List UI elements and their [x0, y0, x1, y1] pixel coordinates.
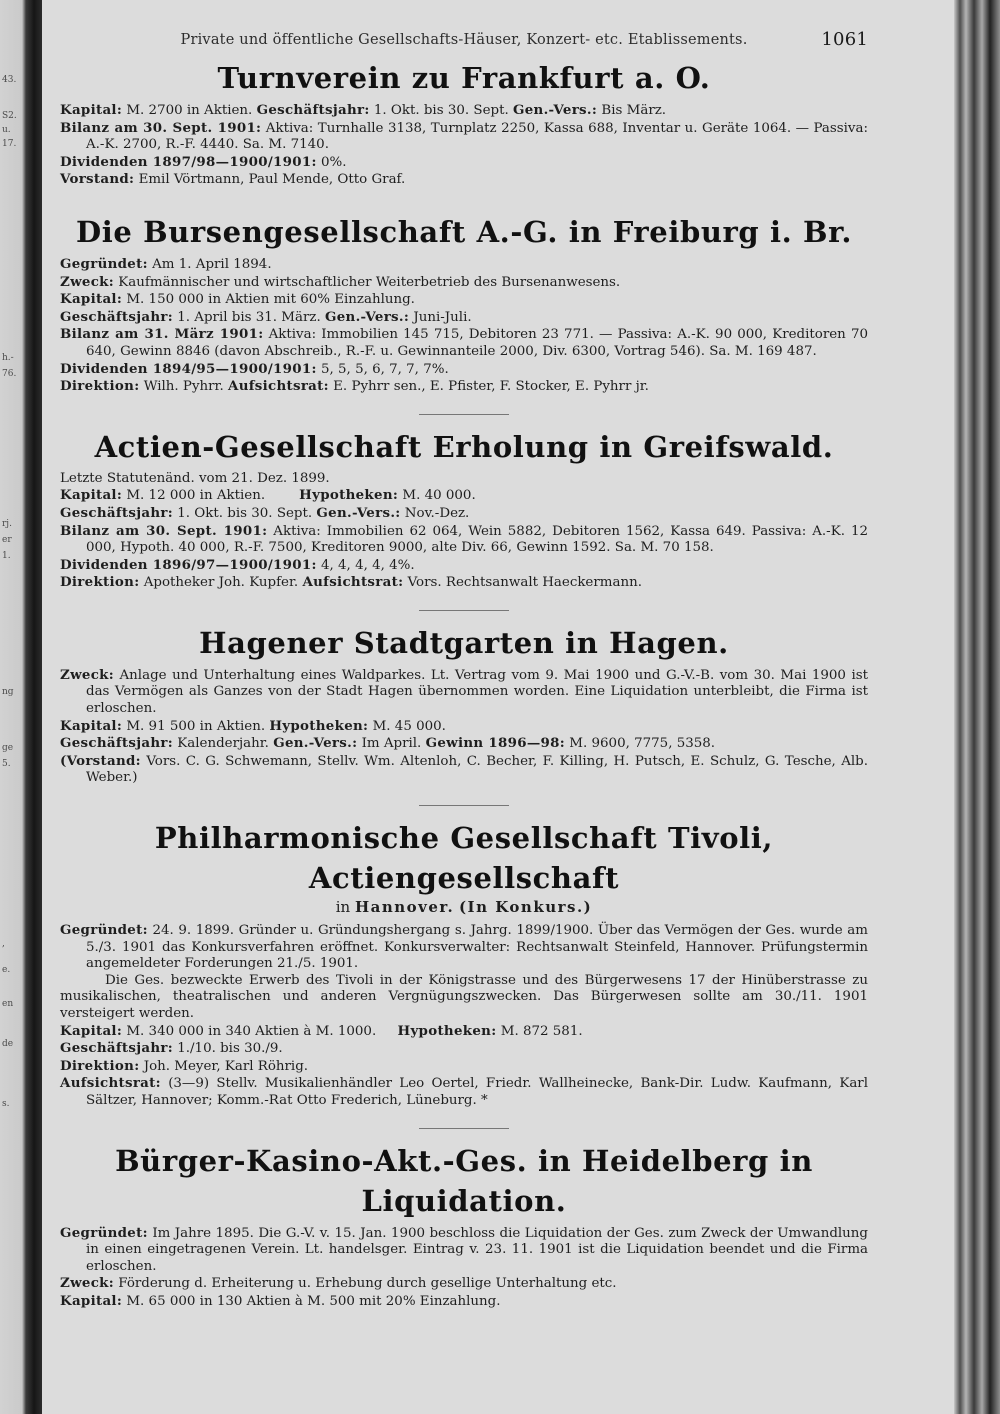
margin-fragment: u. [2, 125, 11, 135]
entry-line: Zweck: Kaufmännischer und wirtschaftlicher Weiterbetrieb des Bursenanwesens. [60, 273, 621, 290]
margin-fragment: de [2, 1039, 14, 1049]
margin-fragment: e. [2, 965, 11, 975]
entry-line: Geschäftsjahr: 1. Okt. bis 30. Sept. Gen.-Vers.: Nov.-Dez. [60, 504, 470, 521]
entry-tivoli-hannover [60, 818, 868, 1110]
entry-line: Geschäftsjahr: 1./10. bis 30./9. [60, 1040, 283, 1057]
right-page-edge [954, 0, 1000, 1414]
entry-line: Direktion: Wilh. Pyhrr. Aufsichtsrat: E. Pyhrr sen., E. Pfister, F. Stocker, E. Pyhrr jr. [60, 378, 649, 395]
entry-subtitle: in Hannover. (In Konkurs.) [335, 898, 593, 917]
document-page [60, 28, 868, 1311]
entry-line: Kapital: M. 12 000 in Aktien. Hypotheken: M. 40 000. [60, 487, 476, 504]
entry-turnverein-frankfurt [60, 58, 868, 189]
margin-fragment: 1. [2, 551, 11, 561]
entry-line: Zweck: Anlage und Unterhaltung eines Waldparkes. Lt. Vertrag vom 9. Mai 1900 und G.-V.-B. vom 30. Mai 1900 ist das Vermögen als Ganzes von der Stadt Hagen übernommen worden. Eine Liquidation unterbleibt, die Firma ist erloschen. [60, 666, 868, 717]
entry-line: Geschäftsjahr: Kalenderjahr. Gen.-Vers.: Im April. Gewinn 1896—98: M. 9600, 7775, 5358. [60, 735, 716, 752]
margin-fragment: ng [2, 687, 14, 697]
entry-line: Letzte Statutenänd. vom 21. Dez. 1899. [60, 470, 330, 486]
entry-title: Bürger-Kasino-Akt.-Ges. in Heidelberg in Liquidation. [115, 1143, 813, 1218]
entry-erholung-greifswald [60, 427, 868, 592]
entry-line: Kapital: M. 340 000 in 340 Aktien à M. 1000. Hypotheken: M. 872 581. [60, 1022, 583, 1039]
section-divider [419, 414, 509, 415]
entry-line: Dividenden 1896/97—1900/1901: 4, 4, 4, 4, 4%. [60, 556, 415, 573]
left-page-gutter [0, 0, 42, 1414]
margin-fragment: rj. [2, 519, 12, 529]
entry-buerger-kasino-heidelberg [60, 1141, 868, 1311]
margin-fragment: 76. [2, 369, 17, 379]
entry-line: Kapital: M. 65 000 in 130 Aktien à M. 500 mit 20% Einzahlung. [60, 1292, 501, 1309]
margin-fragment: , [2, 939, 5, 949]
entry-title: Die Bursengesellschaft A.-G. in Freiburg i. Br. [75, 214, 853, 249]
entry-line: Bilanz am 31. März 1901: Aktiva: Immobilien 145 715, Debitoren 23 771. — Passiva: A.-K. 90 000, Kreditoren 70 640, Gewinn 8846 (davon Abschreib., R.-F. u. Gewinnanteile 2000, Div. 6300, Vortrag 546). Sa. M. 169 487. [60, 326, 868, 359]
entry-line: (Vorstand: Vors. C. G. Schwemann, Stellv. Wm. Altenloh, C. Becher, F. Killing, H. Putsch, E. Schulz, G. Tesche, Alb. Weber.) [60, 752, 868, 786]
margin-fragment: 43. [2, 75, 17, 85]
entry-line: Bilanz am 30. Sept. 1901: Aktiva: Turnhalle 3138, Turnplatz 2250, Kassa 688, Inventar u. Geräte 1064. — Passiva: A.-K. 2700, R.-F. 4440. Sa. M. 7140. [60, 119, 868, 153]
entry-bursengesellschaft-freiburg [60, 212, 868, 396]
margin-fragment: 17. [2, 139, 17, 149]
margin-fragment: en [2, 999, 14, 1009]
margin-fragment: h.- [2, 353, 14, 363]
margin-fragment: ge [2, 743, 14, 753]
section-divider [419, 610, 509, 611]
entry-line: Gegründet: Am 1. April 1894. [60, 255, 272, 272]
entry-title: Hagener Stadtgarten in Hagen. [199, 625, 729, 660]
entry-title: Actien-Gesellschaft Erholung in Greifswald. [94, 429, 834, 464]
entry-title: Turnverein zu Frankfurt a. O. [217, 61, 711, 95]
entry-line: Dividenden 1894/95—1900/1901: 5, 5, 5, 6, 7, 7, 7%. [60, 360, 449, 377]
margin-fragment: 5. [2, 759, 11, 769]
margin-fragment: er [2, 535, 12, 545]
entry-line: Direktion: Apotheker Joh. Kupfer. Aufsichtsrat: Vors. Rechtsanwalt Haeckermann. [60, 574, 642, 591]
entry-line: Gegründet: 24. 9. 1899. Gründer u. Gründungshergang s. Jahrg. 1899/1900. Über das Vermögen der Ges. wurde am 5./3. 1901 das Konkursverfahren eröffnet. Konkursverwalter: Rechtsanwalt Steinfeld, Hannover. Prüfungstermin angemeldeter Forderungen 21./5. 1901. [60, 922, 868, 972]
entry-line: Aufsichtsrat: (3—9) Stellv. Musikalienhändler Leo Oertel, Friedr. Wallheinecke, Bank-Dir. Ludw. Kaufmann, Karl Sältzer, Hannover; Komm.-Rat Otto Frederich, Lüneburg. * [60, 1075, 868, 1108]
entry-line: Direktion: Joh. Meyer, Karl Röhrig. [60, 1057, 309, 1074]
entry-title: Philharmonische Gesellschaft Tivoli, Actiengesellschaft [154, 821, 774, 896]
entry-line: Kapital: M. 91 500 in Aktien. Hypotheken: M. 45 000. [60, 717, 446, 734]
entry-stadtgarten-hagen [60, 623, 868, 787]
entry-line: Vorstand: Emil Vörtmann, Paul Mende, Otto Graf. [60, 171, 406, 188]
entry-line: Die Ges. bezweckte Erwerb des Tivoli in der Königstrasse und des Bürgerwesens 17 der Hinüberstrasse zu musikalischen, theatralischen und anderen Vergnügungszwecken. Das Bürgerwesen sollte am 30./11. 1901 versteigert werden. [60, 972, 868, 1021]
entry-line: Bilanz am 30. Sept. 1901: Aktiva: Immobilien 62 064, Wein 5882, Debitoren 1562, Kassa 649. Passiva: A.-K. 12 000, Hypoth. 40 000, R.-F. 7500, Kreditoren 9000, alte Div. 66, Gewinn 1592. Sa. M. 70 158. [60, 522, 868, 556]
entry-line: Gegründet: Im Jahre 1895. Die G.-V. v. 15. Jan. 1900 beschloss die Liquidation der Ges. zum Zweck der Umwandlung in einen eingetragenen Verein. Lt. handelsger. Eintrag v. 23. 11. 1901 ist die Liquidation beendet und die Firma erloschen. [60, 1224, 868, 1274]
running-title: Private und öffentliche Gesellschafts-Häuser, Konzert- etc. Etablissements. [180, 32, 748, 48]
margin-fragment: s. [2, 1099, 10, 1109]
entry-line: Dividenden 1897/98—1900/1901: 0%. [60, 153, 347, 170]
margin-fragment: S2. [2, 111, 17, 121]
section-divider [419, 805, 509, 806]
entry-line: Kapital: M. 2700 in Aktien. Geschäftsjahr: 1. Okt. bis 30. Sept. Gen.-Vers.: Bis März. [60, 102, 667, 118]
section-divider [419, 1128, 509, 1129]
entry-line: Zweck: Förderung d. Erheiterung u. Erhebung durch gesellige Unterhaltung etc. [60, 1275, 617, 1292]
page-number: 1061 [821, 29, 868, 50]
entry-line: Geschäftsjahr: 1. April bis 31. März. Gen.-Vers.: Juni-Juli. [60, 308, 472, 325]
running-header [60, 28, 868, 52]
entry-line: Kapital: M. 150 000 in Aktien mit 60% Einzahlung. [60, 291, 415, 308]
